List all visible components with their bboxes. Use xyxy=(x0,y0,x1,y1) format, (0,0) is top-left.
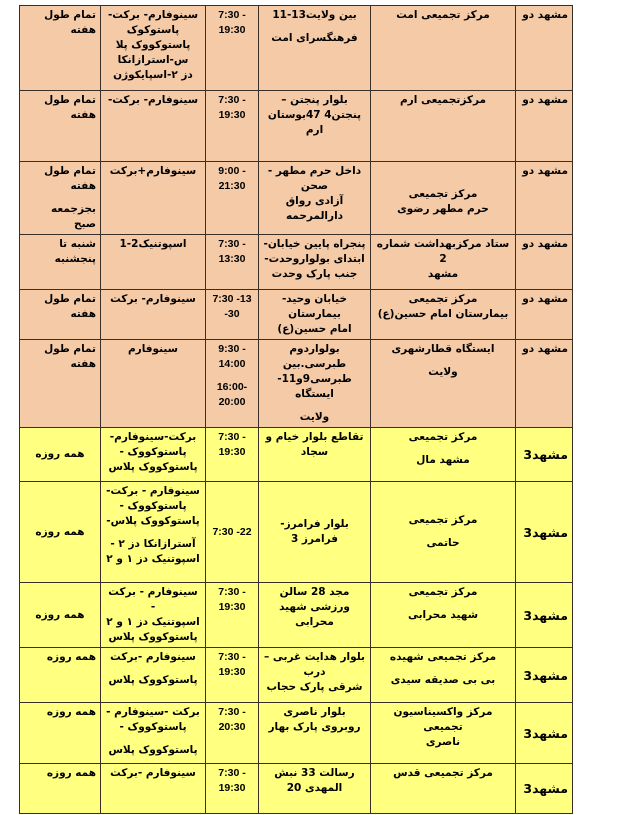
days-cell-line: همه روزه xyxy=(35,608,85,621)
center-name-cell-line: ستاد مرکزبهداشت شماره 2 xyxy=(376,238,510,265)
region-cell xyxy=(516,482,573,583)
vaccine-types-cell-line: پاستوکووک - xyxy=(119,500,187,512)
center-name-cell xyxy=(371,583,516,648)
address-cell-line: شرقی پارک حجاب xyxy=(266,681,363,693)
days-cell-line: صبح xyxy=(74,218,96,230)
address-cell-line: داخل حرم مطهر - xyxy=(267,165,362,177)
center-name-cell-line: مرکز تجمیعی xyxy=(408,586,478,598)
address-cell xyxy=(259,583,371,648)
address-cell-line: خیابان وحید-بیمارستان xyxy=(281,293,348,320)
address-cell xyxy=(259,428,371,482)
center-name-cell-line: مرکز تجمیعی xyxy=(408,293,478,305)
vaccine-types-cell-line: پاستوکووک پلاس xyxy=(108,674,198,686)
address-cell-line: صحن xyxy=(300,180,329,192)
region-cell xyxy=(516,583,573,648)
vaccine-types-cell xyxy=(101,583,206,648)
address-cell-line: بلوار فرامرز-فرامرز 3 xyxy=(280,518,349,545)
days-cell-line: بجزجمعه xyxy=(51,203,96,215)
address-cell-line: دارالمرحمه xyxy=(285,210,344,222)
vaccine-types-cell-line: سینوفارم - برکت - xyxy=(108,586,198,613)
address-cell-line: بلوار پنجتن – xyxy=(281,94,348,106)
working-hours-cell-line: 7:30 - xyxy=(218,9,246,21)
address-cell xyxy=(259,235,371,290)
address-cell-line: محرابی xyxy=(295,616,334,628)
center-name-cell xyxy=(371,91,516,162)
address-cell-line: ولایت xyxy=(299,411,330,423)
center-name-cell xyxy=(371,340,516,428)
vaccine-types-cell-line: سینوفارم - برکت- xyxy=(106,485,200,497)
center-name-cell-line: مرکز تجمیعی xyxy=(408,431,478,443)
vaccine-types-cell xyxy=(101,428,206,482)
region-cell-line: مشهد دو xyxy=(522,293,568,305)
days-cell xyxy=(20,648,101,703)
working-hours-cell-line: 7:30 - xyxy=(218,431,246,443)
center-name-cell-line: مرکز تجمیعی xyxy=(408,514,478,526)
address-cell-line: المهدی 20 xyxy=(286,782,343,794)
vaccine-types-cell-line: پاستوکووک - xyxy=(119,446,187,458)
working-hours-cell-line: 16:00- xyxy=(216,381,248,393)
working-hours-cell-line: 20:00 xyxy=(218,396,246,408)
vaccine-types-cell-line: برکت -سینوفارم - xyxy=(106,706,200,718)
region-cell xyxy=(516,91,573,162)
address-cell xyxy=(259,703,371,764)
region-cell-line: مشهد دو xyxy=(522,9,568,21)
days-cell xyxy=(20,482,101,583)
address-cell-line: ورزشی شهید xyxy=(279,601,350,613)
address-cell-line: پنجراه پایین خیابان- xyxy=(263,238,366,250)
table-row xyxy=(20,162,573,235)
table-row xyxy=(20,235,573,290)
days-cell xyxy=(20,6,101,91)
address-cell-line: بولواردوم طبرسی.بین xyxy=(282,343,347,370)
center-name-cell xyxy=(371,428,516,482)
table-row xyxy=(20,91,573,162)
working-hours-cell xyxy=(206,648,259,703)
days-cell xyxy=(20,235,101,290)
region-cell xyxy=(516,648,573,703)
address-cell-line: روبروی پارک بهار xyxy=(268,721,361,733)
center-name-cell xyxy=(371,703,516,764)
address-cell-line: ابتدای بولواروحدت- xyxy=(264,253,365,265)
vaccine-types-cell-line: پاستوکوک xyxy=(126,24,180,36)
vaccine-types-cell xyxy=(101,340,206,428)
days-cell xyxy=(20,162,101,235)
working-hours-cell-line: 7:30 - xyxy=(218,651,246,663)
address-cell-line: سجاد xyxy=(300,446,329,458)
center-name-cell-line: ایستگاه قطارشهری xyxy=(391,343,495,355)
table-body xyxy=(20,6,573,814)
vaccine-types-cell-line: پاستوکووک پلاس xyxy=(108,631,198,643)
center-name-cell-line: مشهد xyxy=(427,268,459,280)
days-cell-line: تمام طول xyxy=(44,9,96,21)
vaccine-types-cell-line: اسپوتنیک دز ۱ و ۲ xyxy=(106,616,200,628)
address-cell-line: پنجتن4 47بوستان xyxy=(267,109,362,121)
region-cell-line: مشهد3 xyxy=(523,607,568,623)
working-hours-cell-line: 7:30 - xyxy=(218,238,246,250)
days-cell-line: همه روزه xyxy=(35,448,85,460)
vaccine-types-cell-line: سینوفارم- برکت- xyxy=(107,9,199,21)
vaccine-types-cell-line: سینوفارم xyxy=(127,343,179,355)
table-row xyxy=(20,340,573,428)
center-name-cell-line: حرم مطهر رضوی xyxy=(397,203,489,215)
working-hours-cell-line: 7:30 - xyxy=(218,767,246,779)
center-name-cell-line: ولایت xyxy=(428,366,458,378)
days-cell-line: هفته xyxy=(70,24,96,36)
working-hours-cell xyxy=(206,583,259,648)
vaccination-centers-table xyxy=(19,5,573,814)
vaccine-types-cell-line: اسپوتنیک2-1 xyxy=(119,238,187,250)
working-hours-cell-line: 21:30 xyxy=(218,180,246,192)
working-hours-cell-line: 13:30 xyxy=(218,253,246,265)
working-hours-cell-line: 19:30 xyxy=(218,24,246,36)
working-hours-cell-line: 7:30 - xyxy=(218,706,246,718)
region-cell xyxy=(516,428,573,482)
center-name-cell-line: مرکز واکسیناسیون تجمیعی xyxy=(393,706,493,733)
days-cell-line: همه روزه xyxy=(46,767,96,779)
center-name-cell-line: مرکز تجمیعی شهیده xyxy=(389,651,497,663)
days-cell-line: هفته xyxy=(70,358,96,370)
region-cell-line: مشهد3 xyxy=(523,447,568,462)
days-cell xyxy=(20,91,101,162)
region-cell xyxy=(516,703,573,764)
table-row xyxy=(20,583,573,648)
vaccine-types-cell xyxy=(101,703,206,764)
table-row xyxy=(20,428,573,482)
days-cell xyxy=(20,428,101,482)
center-name-cell xyxy=(371,482,516,583)
address-cell-line: بلوار ناصری xyxy=(283,706,346,718)
vaccine-types-cell-line: پاستوکووک پلاس xyxy=(108,461,198,473)
center-name-cell xyxy=(371,764,516,814)
address-cell xyxy=(259,6,371,91)
region-cell-line: مشهد دو xyxy=(522,238,568,250)
address-cell-line: جنب پارک وحدت xyxy=(271,268,358,280)
center-name-cell-line: مرکز تجمیعی xyxy=(408,188,478,200)
center-name-cell-line: مرکز تجمیعی امت xyxy=(396,9,490,21)
working-hours-cell xyxy=(206,428,259,482)
table-row xyxy=(20,703,573,764)
days-cell-line: تمام طول xyxy=(44,293,96,305)
address-cell-line: بین ولایت13-11 xyxy=(272,9,357,21)
working-hours-cell-line: 19:30 xyxy=(218,666,246,678)
working-hours-cell-line: 19:30 xyxy=(218,446,246,458)
center-name-cell-line: بیمارستان امام حسین(ع) xyxy=(377,308,509,320)
address-cell-line: مجد 28 سالن xyxy=(279,586,350,598)
days-cell xyxy=(20,340,101,428)
region-cell-line: مشهد3 xyxy=(523,725,568,741)
address-cell-line: ایستگاه xyxy=(295,388,334,400)
days-cell xyxy=(20,583,101,648)
vaccine-types-cell-line: پاستوکووک پلا xyxy=(115,39,191,51)
table-row xyxy=(20,290,573,340)
vaccine-types-cell-line: پاستوکووک پلاس xyxy=(108,744,198,756)
days-cell-line: همه روزه xyxy=(35,525,85,538)
center-name-cell xyxy=(371,162,516,235)
vaccine-types-cell-line: سینوفارم- برکت- xyxy=(107,94,199,106)
working-hours-cell xyxy=(206,290,259,340)
vaccine-types-cell-line: پاستوکووک پلاس- xyxy=(106,515,200,527)
vaccine-types-cell-line: سینوفارم+برکت xyxy=(109,165,197,177)
address-cell-line: آزادی رواق xyxy=(285,195,344,207)
region-cell xyxy=(516,6,573,91)
table-row xyxy=(20,482,573,583)
address-cell-line: بلوار هدایت غربی – xyxy=(264,651,365,663)
working-hours-cell-line: 7:30 - xyxy=(218,586,246,598)
region-cell-line: مشهد3 xyxy=(523,524,568,540)
working-hours-cell xyxy=(206,340,259,428)
region-cell-line: مشهد دو xyxy=(522,343,568,355)
region-cell xyxy=(516,764,573,814)
address-cell-line: امام حسین(ع) xyxy=(277,323,352,335)
center-name-cell-line: بی بی صدیقه سیدی xyxy=(390,674,496,686)
working-hours-cell xyxy=(206,703,259,764)
region-cell xyxy=(516,340,573,428)
vaccine-types-cell xyxy=(101,648,206,703)
vaccine-types-cell xyxy=(101,91,206,162)
address-cell-line: ارم xyxy=(305,124,324,136)
region-cell xyxy=(516,162,573,235)
days-cell-line: شنبه تا xyxy=(59,238,96,250)
days-cell xyxy=(20,703,101,764)
working-hours-cell-line: 19:30 xyxy=(218,782,246,794)
center-name-cell xyxy=(371,235,516,290)
working-hours-cell-line: 14:00 xyxy=(218,358,246,370)
working-hours-cell-line: 9:30 - xyxy=(218,343,246,355)
center-name-cell xyxy=(371,290,516,340)
center-name-cell-line: مرکزتجمیعی ارم xyxy=(399,94,487,106)
address-cell xyxy=(259,482,371,583)
working-hours-cell xyxy=(206,91,259,162)
days-cell-line: همه روزه xyxy=(46,651,96,663)
center-name-cell-line: مشهد مال xyxy=(416,454,470,466)
vaccine-types-cell-line: اسپوتنیک دز ۱ و ۲ xyxy=(106,553,200,565)
working-hours-cell-line: 7:30 - xyxy=(218,94,246,106)
days-cell-line: هفته xyxy=(70,308,96,320)
vaccine-types-cell-line: پاستوکووک - xyxy=(119,721,187,733)
region-cell xyxy=(516,290,573,340)
address-cell xyxy=(259,764,371,814)
working-hours-cell-line: 19:30 xyxy=(218,109,246,121)
center-name-cell xyxy=(371,6,516,91)
address-cell-line: رسالت 33 نبش xyxy=(274,767,355,779)
days-cell-line: هفته xyxy=(70,109,96,121)
table-row xyxy=(20,648,573,703)
vaccine-types-cell-line: سینوفارم- برکت xyxy=(110,293,196,305)
vaccine-types-cell-line: سینوفارم -برکت xyxy=(110,767,196,779)
working-hours-cell xyxy=(206,6,259,91)
address-cell-line: فرهنگسرای امت xyxy=(271,32,358,44)
region-cell-line: مشهد3 xyxy=(523,781,568,796)
working-hours-cell xyxy=(206,235,259,290)
address-cell-line: طبرسی9و11- xyxy=(277,373,352,385)
vaccine-types-cell xyxy=(101,235,206,290)
working-hours-cell xyxy=(206,162,259,235)
table-row xyxy=(20,6,573,91)
address-cell-line: درب xyxy=(303,666,326,678)
region-cell-line: مشهد3 xyxy=(523,667,568,683)
vaccine-types-cell xyxy=(101,6,206,91)
vaccine-types-cell-line: س-استرازانکا xyxy=(117,54,189,66)
days-cell-line: همه روزه xyxy=(46,706,96,718)
address-cell xyxy=(259,162,371,235)
address-cell xyxy=(259,340,371,428)
table-row xyxy=(20,764,573,814)
center-name-cell-line: مرکز تجمیعی قدس xyxy=(393,767,493,779)
vaccine-types-cell xyxy=(101,290,206,340)
working-hours-cell-line: 9:00 - xyxy=(218,165,246,177)
vaccine-types-cell-line: آسترازانکا دز ۲ - xyxy=(110,538,196,550)
days-cell-line: تمام طول xyxy=(44,94,96,106)
center-name-cell-line: شهید محرابی xyxy=(407,609,479,621)
vaccine-types-cell-line: برکت-سینوفارم- xyxy=(109,431,197,443)
vaccine-types-cell xyxy=(101,764,206,814)
region-cell xyxy=(516,235,573,290)
vaccine-types-cell-line: سینوفارم -برکت xyxy=(110,651,196,663)
days-cell xyxy=(20,764,101,814)
working-hours-cell-line: 7:30 -13 xyxy=(212,293,252,305)
vaccine-types-cell-line: دز ۲-اسپایکوژن xyxy=(113,69,193,81)
days-cell-line: تمام طول هفته xyxy=(44,165,96,192)
working-hours-cell-line: 20:30 xyxy=(218,721,246,733)
days-cell xyxy=(20,290,101,340)
center-name-cell-line: ناصری xyxy=(425,736,461,748)
vaccine-types-cell xyxy=(101,482,206,583)
region-cell-line: مشهد دو xyxy=(522,94,568,106)
address-cell-line: تقاطع بلوار خیام و xyxy=(265,431,364,443)
days-cell-line: پنجشنبه xyxy=(54,253,96,265)
days-cell-line: تمام طول xyxy=(44,343,96,355)
working-hours-cell-line: 19:30 xyxy=(218,601,246,613)
working-hours-cell xyxy=(206,482,259,583)
address-cell xyxy=(259,91,371,162)
center-name-cell-line: حاتمی xyxy=(426,537,460,549)
vaccine-types-cell xyxy=(101,162,206,235)
center-name-cell xyxy=(371,648,516,703)
address-cell xyxy=(259,290,371,340)
working-hours-cell xyxy=(206,764,259,814)
working-hours-cell-line: 7:30 -22 xyxy=(212,525,252,538)
region-cell-line: مشهد دو xyxy=(522,165,568,177)
working-hours-cell-line: -30 xyxy=(224,308,240,320)
address-cell xyxy=(259,648,371,703)
